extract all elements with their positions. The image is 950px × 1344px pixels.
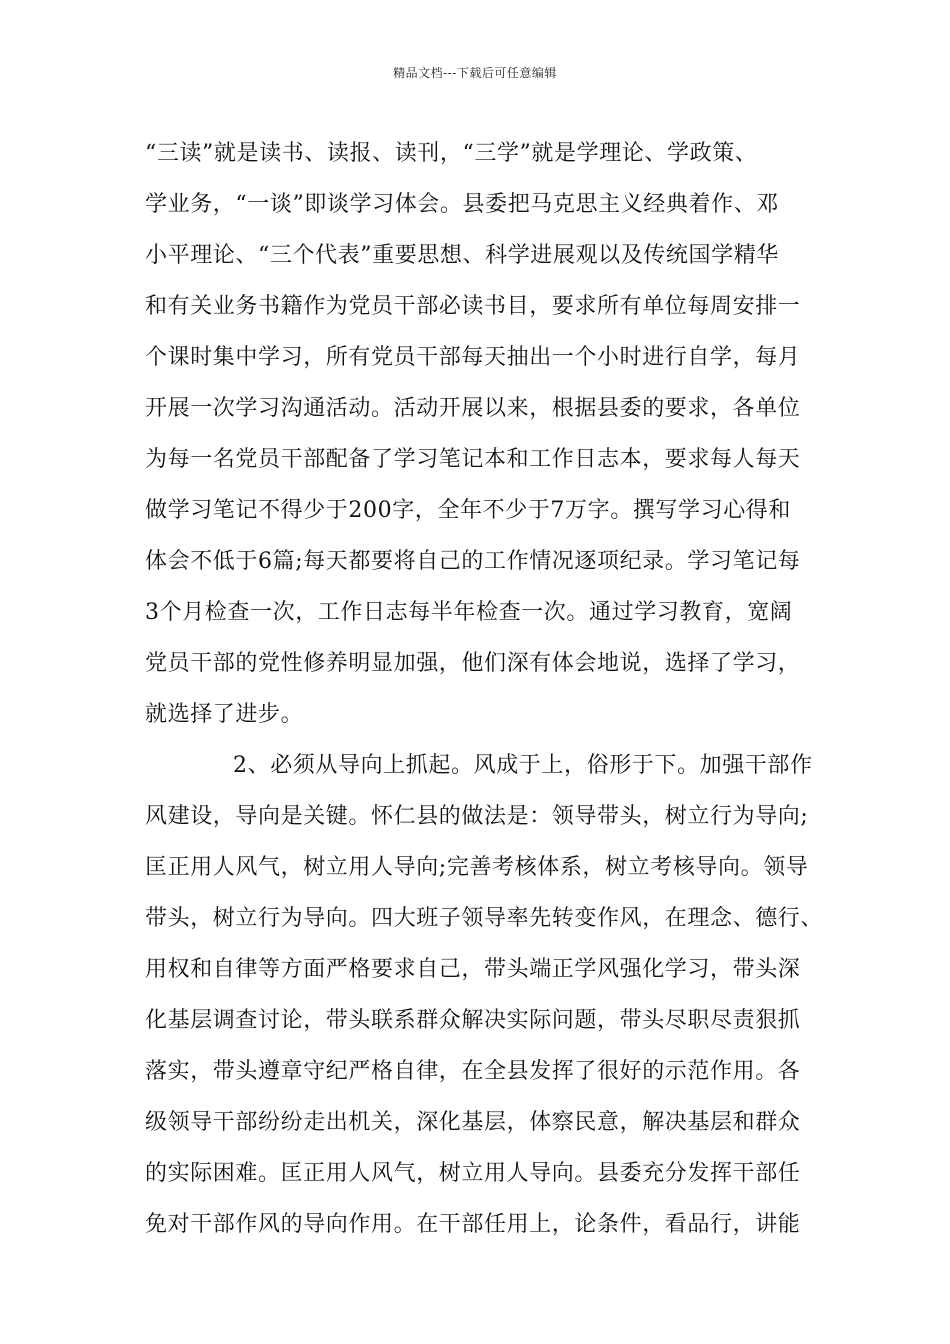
text-line: 的实际困难。匡正用人风气，树立用人导向。县委充分发挥干部任: [145, 1161, 801, 1186]
text-line: 党员干部的党性修养明显加强，他们深有体会地说，选择了学习，: [145, 651, 801, 676]
text-line: 和有关业务书籍作为党员干部必读书目，要求所有单位每周安排一: [145, 294, 801, 319]
text-line: 带头，树立行为导向。四大班子领导率先转变作风，在理念、德行、: [145, 906, 824, 931]
text-line: 用权和自律等方面严格要求自己，带头端正学风强化学习，带头深: [145, 957, 801, 982]
text-line: 3个月检查一次，工作日志每半年检查一次。通过学习教育，宽阔: [145, 600, 793, 625]
text-line: 为每一名党员干部配备了学习笔记本和工作日志本，要求每人每天: [145, 447, 801, 472]
text-line: 化基层调查讨论，带头联系群众解决实际问题，带头尽职尽责狠抓: [145, 1008, 801, 1033]
page-header: 精品文档---下载后可任意编辑: [393, 66, 557, 80]
text-line: 匡正用人风气，树立用人导向;完善考核体系，树立考核导向。领导: [145, 855, 809, 880]
text-line: 风建设，导向是关键。怀仁县的做法是：领导带头，树立行为导向;: [145, 804, 809, 829]
text-line: 体会不低于6篇;每天都要将自己的工作情况逐项纪录。学习笔记每: [145, 549, 801, 574]
text-line: “三读”就是读书、读报、读刊，“三学”就是学理论、学政策、: [145, 141, 758, 166]
text-line: 做学习笔记不得少于200字，全年不少于7万字。撰写学习心得和: [145, 498, 791, 523]
text-line: 就选择了进步。: [145, 702, 304, 727]
text-line: 免对干部作风的导向作用。在干部任用上，论条件，看品行，讲能: [145, 1212, 801, 1237]
text-line: 学业务，“一谈”即谈学习体会。县委把马克思主义经典着作、邓: [145, 192, 779, 217]
document-body: [145, 128, 835, 1250]
text-line: 个课时集中学习，所有党员干部每天抽出一个小时进行自学，每月: [145, 345, 801, 370]
text-line: 小平理论、“三个代表”重要思想、科学进展观以及传统国学精华: [145, 243, 779, 268]
text-line: 开展一次学习沟通活动。活动开展以来，根据县委的要求，各单位: [145, 396, 801, 421]
text-line: 落实，带头遵章守纪严格自律，在全县发挥了很好的示范作用。各: [145, 1059, 801, 1084]
paragraph-start-line: 2、必须从导向上抓起。风成于上，俗形于下。加强干部作: [233, 753, 813, 778]
text-line: 级领导干部纷纷走出机关，深化基层，体察民意，解决基层和群众: [145, 1110, 801, 1135]
